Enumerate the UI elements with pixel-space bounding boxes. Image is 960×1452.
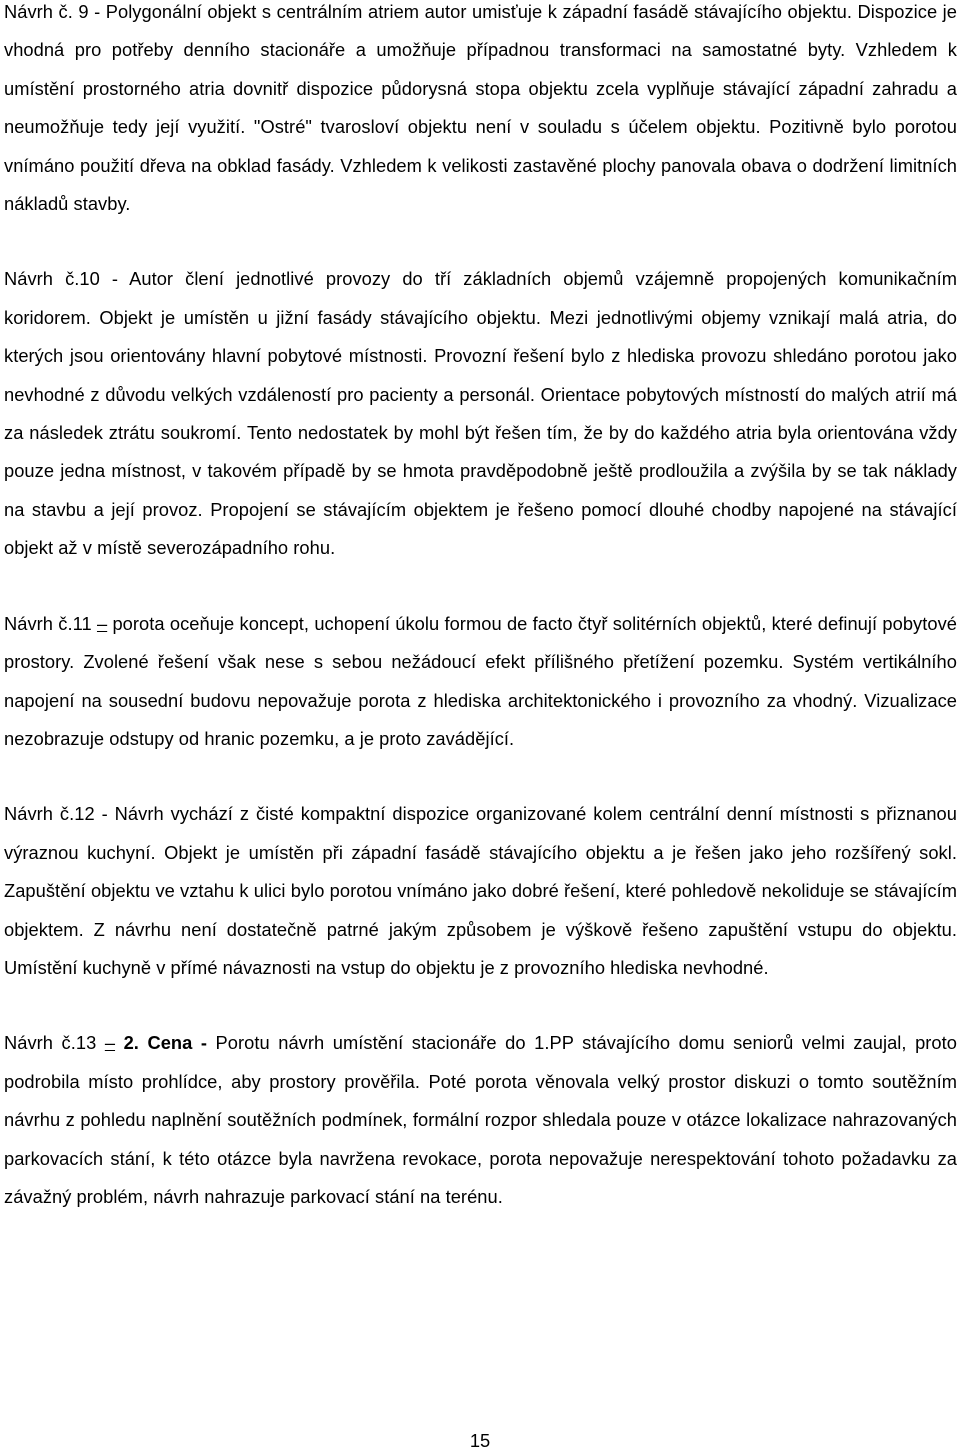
paragraph-spacer [4,568,957,605]
paragraph-text: Návrh č.10 - Autor člení jednotlivé provozy do tří základních objemů vzájemně propojených komunikačním koridorem. Objekt je umístěn u jižní fasády stávajícího objektu. Mezi jednotlivými objemy vznikají malá atria, do kterých jsou orientovány hlavní pobytové místnosti. Provozní řešení bylo z hlediska provozu shledáno porotou jako nevhodné z důvodu velkých vzdáleností pro pacienty a personál. Orientace pobytových místností do malých atrií má za následek ztrátu soukromí. Tento nedostatek by mohl být řešen tím, že by do každého atria byla orientována vždy pouze jedna místnost, v takovém případě by se hmota pravděpodobně ještě prodloužila a zvýšila by se tak náklady na stavbu a její provoz. Propojení se stávajícím objektem je řešeno pomocí dlouhé chodby napojené na stávající objekt až v místě severozápadního rohu. [4,268,957,559]
underlined-dash: – [104,1032,116,1054]
underlined-dash: – [96,612,108,634]
paragraph-navrh-10 [4,260,957,567]
paragraph-spacer [4,223,957,260]
paragraph-spacer [4,987,957,1024]
paragraph-prefix: Návrh č.11 [4,612,97,634]
document-page [4,0,957,1216]
award-label: 2. Cena - [115,1032,208,1054]
paragraph-prefix: Návrh č.13 [4,1032,105,1054]
paragraph-spacer [4,758,957,795]
paragraph-navrh-12 [4,795,957,987]
paragraph-navrh-9 [4,0,957,223]
paragraph-text: Návrh č. 9 - Polygonální objekt s centrálním atriem autor umisťuje k západní fasádě stávajícího objektu. Dispozice je vhodná pro potřeby denního stacionáře a umožňuje případnou transformaci na samostatné byty. Vzhledem k umístění prostorného atria dovnitř dispozice půdorysná stopa objektu zcela vyplňuje stávající západní zahradu a neumožňuje tedy její využití. "Ostré" tvarosloví objektu není v souladu s účelem objektu. Pozitivně bylo porotou vnímáno použití dřeva na obklad fasády. Vzhledem k velikosti zastavěné plochy panovala obava o dodržení limitních nákladů stavby. [4,1,957,215]
paragraph-navrh-13 [4,1024,957,1216]
paragraph-text: Porotu návrh umístění stacionáře do 1.PP stávajícího domu seniorů velmi zaujal, proto podrobila místo prohlídce, aby prostory prověřila. Poté porota věnovala velký prostor diskuzi o tomto soutěžním návrhu z pohledu naplnění soutěžních podmínek, formální rozpor shledala pouze v otázce lokalizace nahrazovaných parkovacích stání, k této otázce byla navržena revokace, porota nepovažuje nerespektování tohoto požadavku za závažný problém, návrh nahrazuje parkovací stání na terénu. [4,1032,957,1207]
page-number: 15 [469,1430,491,1451]
paragraph-navrh-11 [4,605,957,759]
paragraph-text: porota oceňuje koncept, uchopení úkolu formou de facto čtyř solitérních objektů, které definují pobytové prostory. Zvolené řešení však nese s sebou nežádoucí efekt přílišného přetížení pozemku. Systém vertikálního napojení na sousední budovu nepovažuje porota z hlediska architektonického i provozního za vhodný. Vizualizace nezobrazuje odstupy od hranic pozemku, a je proto zavádějící. [4,612,957,749]
paragraph-text: Návrh č.12 - Návrh vychází z čisté kompaktní dispozice organizované kolem centrální denní místnosti s přiznanou výraznou kuchyní. Objekt je umístěn při západní fasádě stávajícího objektu a je řešen jako jeho rozšířený sokl. Zapuštění objektu ve vztahu k ulici bylo porotou vnímáno jako dobré řešení, které pohledově nekoliduje se stávajícím objektem. Z návrhu není dostatečně patrné jakým způsobem je výškově řešeno zapuštění vstupu do objektu. Umístění kuchyně v přímé návaznosti na vstup do objektu je z provozního hlediska nevhodné. [4,803,957,978]
